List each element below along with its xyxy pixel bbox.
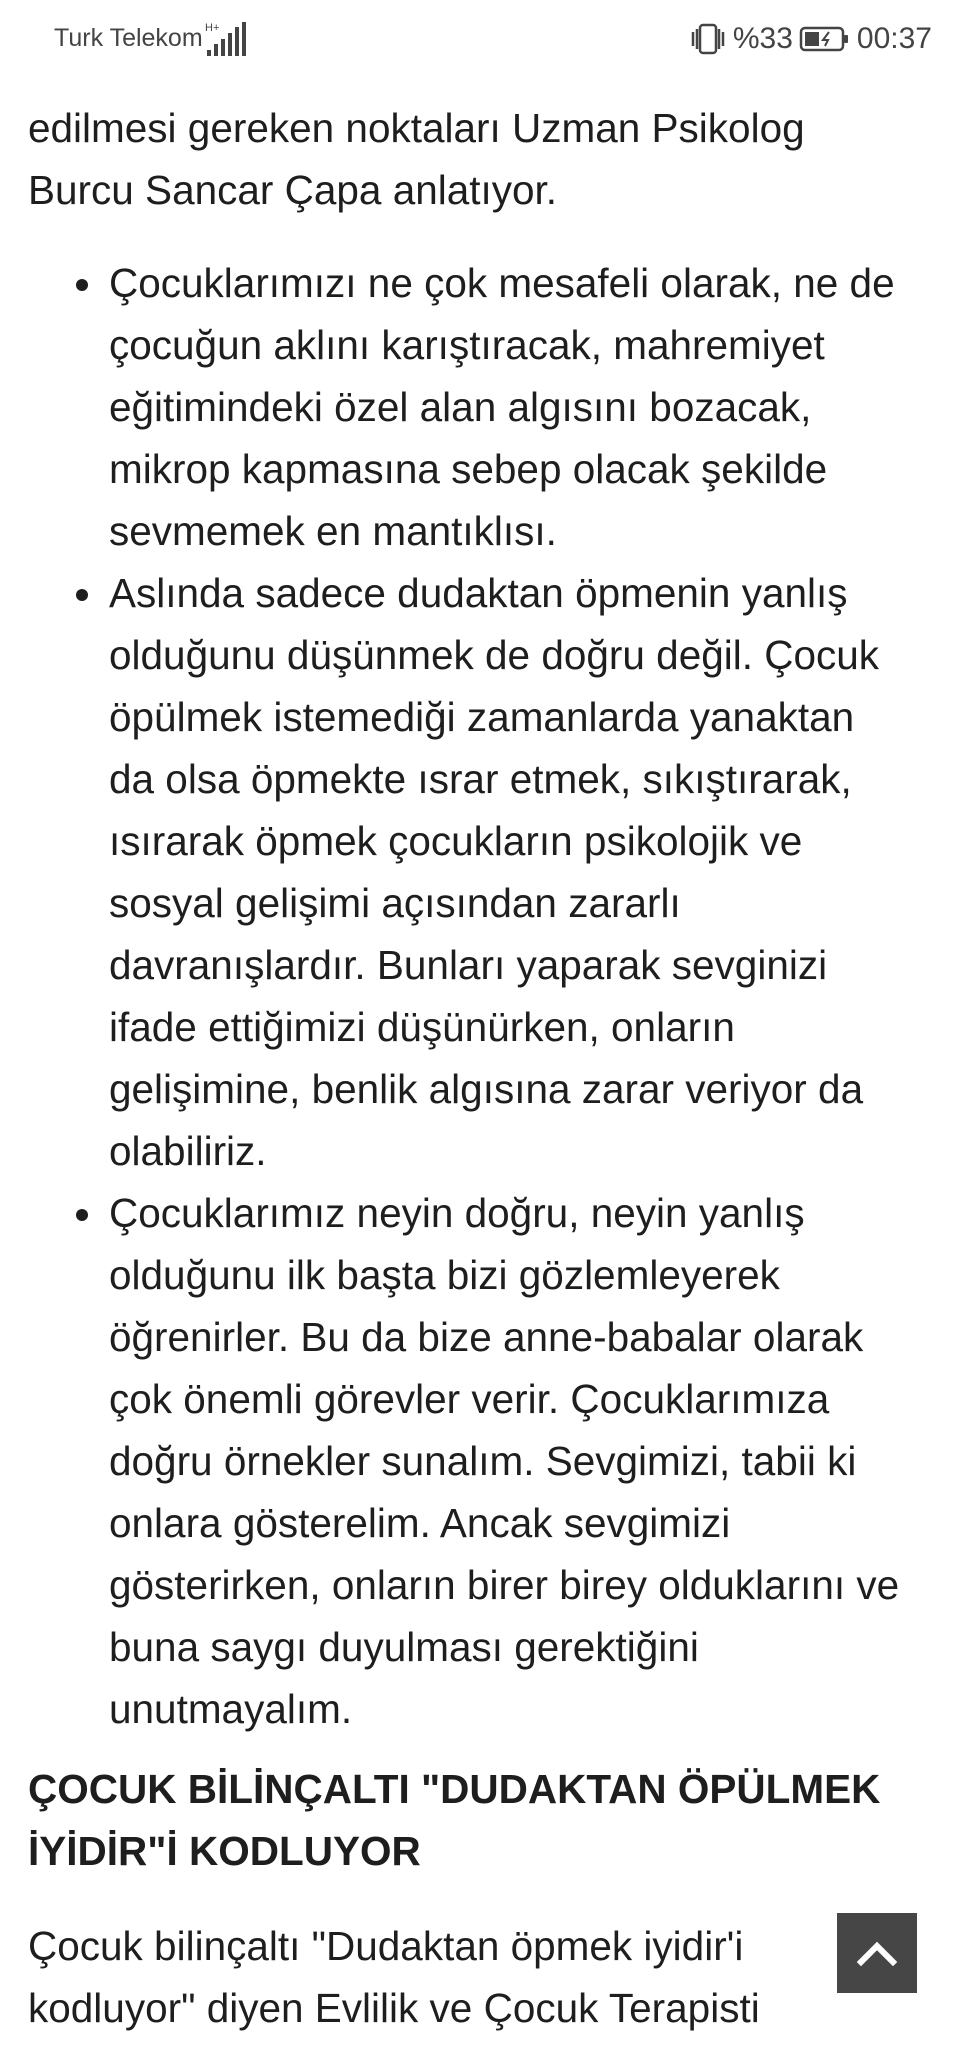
battery-percent: %33 — [732, 22, 793, 55]
vibrate-icon — [689, 22, 727, 56]
bullet-icon — [76, 589, 88, 601]
battery-icon — [799, 24, 851, 54]
list-item — [28, 252, 948, 562]
list-item — [28, 1182, 948, 1740]
chevron-up-icon — [857, 1940, 897, 1966]
carrier-name: Turk Telekom — [54, 24, 203, 52]
list-item-text: Aslında sadece dudaktan öpmenin yanlış olduğunu düşünmek de doğru değil. Çocuk öpülmek istemediği zamanlarda yanaktan da olsa öpmekte ısrar etmek, sıkıştırarak, ısırarak öpmek çocukların psikolojik ve sosyal gelişimi açısından zararlı davranışlardır. Bunları yaparak sevginizi ifade ettiğimizi düşünürken, onların gelişimine, benlik algısına zarar veriyor da olabiliriz. — [109, 570, 880, 1174]
network-type-label: H+ — [205, 22, 220, 34]
clock: 00:37 — [856, 22, 932, 55]
list-item — [28, 562, 948, 1182]
bullet-list — [28, 252, 948, 1740]
paragraph: Çocuk bilinçaltı "Dudaktan öpmek iyidir'i kodluyor" diyen Evlilik ve Çocuk Terapisti — [28, 1923, 760, 2031]
intro-line-2: Burcu Sancar Çapa anlatıyor. — [28, 167, 558, 213]
scroll-to-top-button[interactable] — [837, 1913, 917, 1993]
list-item-text: Çocuklarımızı ne çok mesafeli olarak, ne de çocuğun aklını karıştıracak, mahremiyet eğitimindeki özel alan algısını bozacak, mikrop kapmasına sebep olacak şekilde sevmemek en mantıklısı. — [109, 260, 895, 554]
status-bar — [0, 0, 970, 82]
section-heading: ÇOCUK BİLİNÇALTI "DUDAKTAN ÖPÜLMEK İYİDİR"İ KODLUYOR — [28, 1766, 881, 1874]
bullet-icon — [76, 279, 88, 291]
signal-strength-icon — [205, 20, 257, 60]
status-right-group — [689, 22, 932, 56]
list-item-text: Çocuklarımız neyin doğru, neyin yanlış olduğunu ilk başta bizi gözlemleyerek öğrenirler. Bu da bize anne-babalar olarak çok önemli görevler verir. Çocuklarımıza doğru örnekler sunalım. Sevgimizi, tabii ki onlara gösterelim. Ancak sevgimizi gösterirken, onların birer birey olduklarını ve buna saygı duyulması gerektiğini unutmayalım. — [109, 1190, 900, 1732]
intro-line-1: edilmesi gereken noktaları Uzman Psikolog — [28, 105, 805, 151]
bullet-icon — [76, 1209, 88, 1221]
